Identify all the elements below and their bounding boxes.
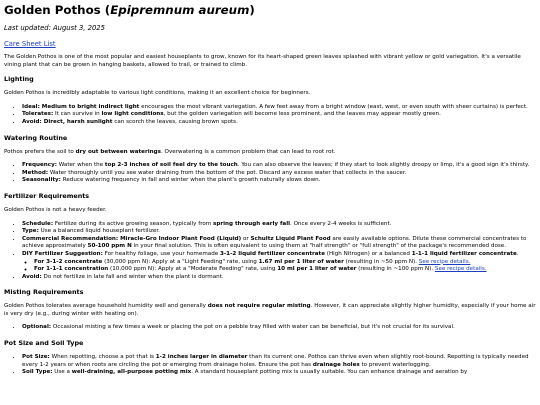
- misting-intro: Golden Pothos tolerates average household humidity well and generally does not require regular misting. However, it can appreciate slightly higher humidity, especially if your home air is very dry (e.g., during winter with heating on).: [4, 303, 536, 317]
- watering-list: [4, 162, 536, 185]
- misting-optional: • Optional: Occasional misting a few times a week or placing the pot on a pebble tray filled with water can be beneficial, but it's not crucial for its survival.: [22, 324, 536, 332]
- pot-list: [4, 354, 536, 377]
- lighting-list: [4, 104, 536, 127]
- watering-heading: Watering Routine: [4, 133, 68, 142]
- fertilizer-recommendation: • Commercial Recommendation: Miracle-Gro Indoor Plant Food (Liquid) or Schultz Liquid Plant Food are easily available options. Dilute these commercial concentrates to achieve approximately 50-100 ppm N in your final solution. This is often equivalent to using them at "half strength" or "full strength" of the package's recommended dose.: [22, 236, 536, 251]
- recipe-details-link-111[interactable]: See recipe details.: [434, 266, 487, 273]
- intro-paragraph: The Golden Pothos is one of the most popular and easiest houseplants to grow, known for its heart-shaped green leaves splashed with vibrant yellow or gold variegation. It's a versatile vining plant that can be grown in hanging baskets, allowed to trail, or trained to climb.: [4, 54, 521, 68]
- misting-list: [4, 324, 536, 332]
- fertilizer-avoid: • Avoid: Do not fertilize in late fall and winter when the plant is dormant.: [22, 274, 536, 282]
- fertilizer-intro: Golden Pothos is not a heavy feeder.: [4, 206, 107, 213]
- lighting-heading: Lighting: [4, 75, 34, 84]
- title-suffix: ): [249, 3, 255, 17]
- page-title: [4, 3, 536, 17]
- fertilizer-diy-111: ◦ For 1-1-1 concentration (10,000 ppm N): Apply at a "Moderate Feeding" rate, using 10 ml per 1 liter of water (resulting in ~100 ppm N). See recipe details.: [34, 266, 536, 274]
- watering-method: • Method: Water thoroughly until you see water draining from the bottom of the pot. Discard any excess water that collects in the saucer.: [22, 170, 536, 178]
- lighting-tolerates: • Tolerates: It can survive in low light conditions, but the golden variegation will become less prominent, and the leaves may appear mostly green.: [22, 111, 536, 119]
- fertilizer-diy-sublist: [22, 259, 536, 274]
- misting-heading: Misting Requirements: [4, 288, 84, 297]
- lighting-ideal: • Ideal: Medium to bright indirect light encourages the most vibrant variegation. A few feet away from a bright window (east, west, or even south with sheer curtains) is perfect.: [22, 104, 536, 112]
- care-sheet-list-link[interactable]: Care Sheet List: [4, 40, 56, 48]
- lighting-intro: Golden Pothos is incredibly adaptable to various light conditions, making it an excellent choice for beginners.: [4, 90, 311, 97]
- watering-intro: Pothos prefers the soil to dry out between waterings. Overwatering is a common problem that can lead to root rot.: [4, 148, 336, 155]
- pot-size: • Pot Size: When repotting, choose a pot that is 1-2 inches larger in diameter than its current one. Pothos can thrive even when slightly root-bound. Repotting is typically needed every 1-2 years or when roots are circling the pot or emerging from drainage holes. Ensure the pot has drainage holes to prevent waterlogging.: [22, 354, 536, 369]
- lighting-avoid: • Avoid: Direct, harsh sunlight can scorch the leaves, causing brown spots.: [22, 119, 536, 127]
- fertilizer-schedule: • Schedule: Fertilize during its active growing season, typically from spring through early fall. Once every 2-4 weeks is sufficient.: [22, 221, 536, 229]
- pot-heading: Pot Size and Soil Type: [4, 339, 84, 348]
- fertilizer-list: [4, 221, 536, 282]
- recipe-details-link-312[interactable]: See recipe details.: [418, 258, 471, 265]
- fertilizer-type: • Type: Use a balanced liquid houseplant fertilizer.: [22, 228, 536, 236]
- watering-frequency: • Frequency: Water when the top 2-3 inches of soil feel dry to the touch. You can also observe the leaves; if they start to look slightly droopy or limp, it's a good sign it's thirsty.: [22, 162, 536, 170]
- fertilizer-diy: • DIY Fertilizer Suggestion: For healthy foliage, use your homemade 3-1-2 liquid fertilizer concentrate (High Nitrogen) or a balanced 1-1-1 liquid fertilizer concentrate. ◦ For 3-1-2 concentrate (30,000 ppm N): Apply at a "Light Feeding" rate, using 1.67 ml per 1 liter of water (resulting in ~50 ppm N). See recipe details. ◦ For 1-1-1 concentration (10,000 ppm N): Apply at a "Moderate Feeding" rate, using 10 ml per 1 liter of water (resulting in ~100 ppm N). See recipe details.: [22, 251, 536, 274]
- title-prefix: Golden Pothos (: [4, 3, 111, 17]
- pot-soil: • Soil Type: Use a well-draining, all-purpose potting mix. A standard houseplant potting mix is usually suitable. You can enhance drainage and aeration by: [22, 369, 536, 377]
- watering-seasonality: • Seasonality: Reduce watering frequency in fall and winter when the plant's growth naturally slows down.: [22, 177, 536, 185]
- title-latin-name: Epipremnum aureum: [110, 3, 250, 17]
- fertilizer-diy-312: ◦ For 3-1-2 concentrate (30,000 ppm N): Apply at a "Light Feeding" rate, using 1.67 ml per 1 liter of water (resulting in ~50 ppm N). See recipe details.: [34, 259, 536, 267]
- fertilizer-heading: Fertilizer Requirements: [4, 191, 90, 200]
- last-updated: Last updated: August 3, 2025: [4, 24, 105, 32]
